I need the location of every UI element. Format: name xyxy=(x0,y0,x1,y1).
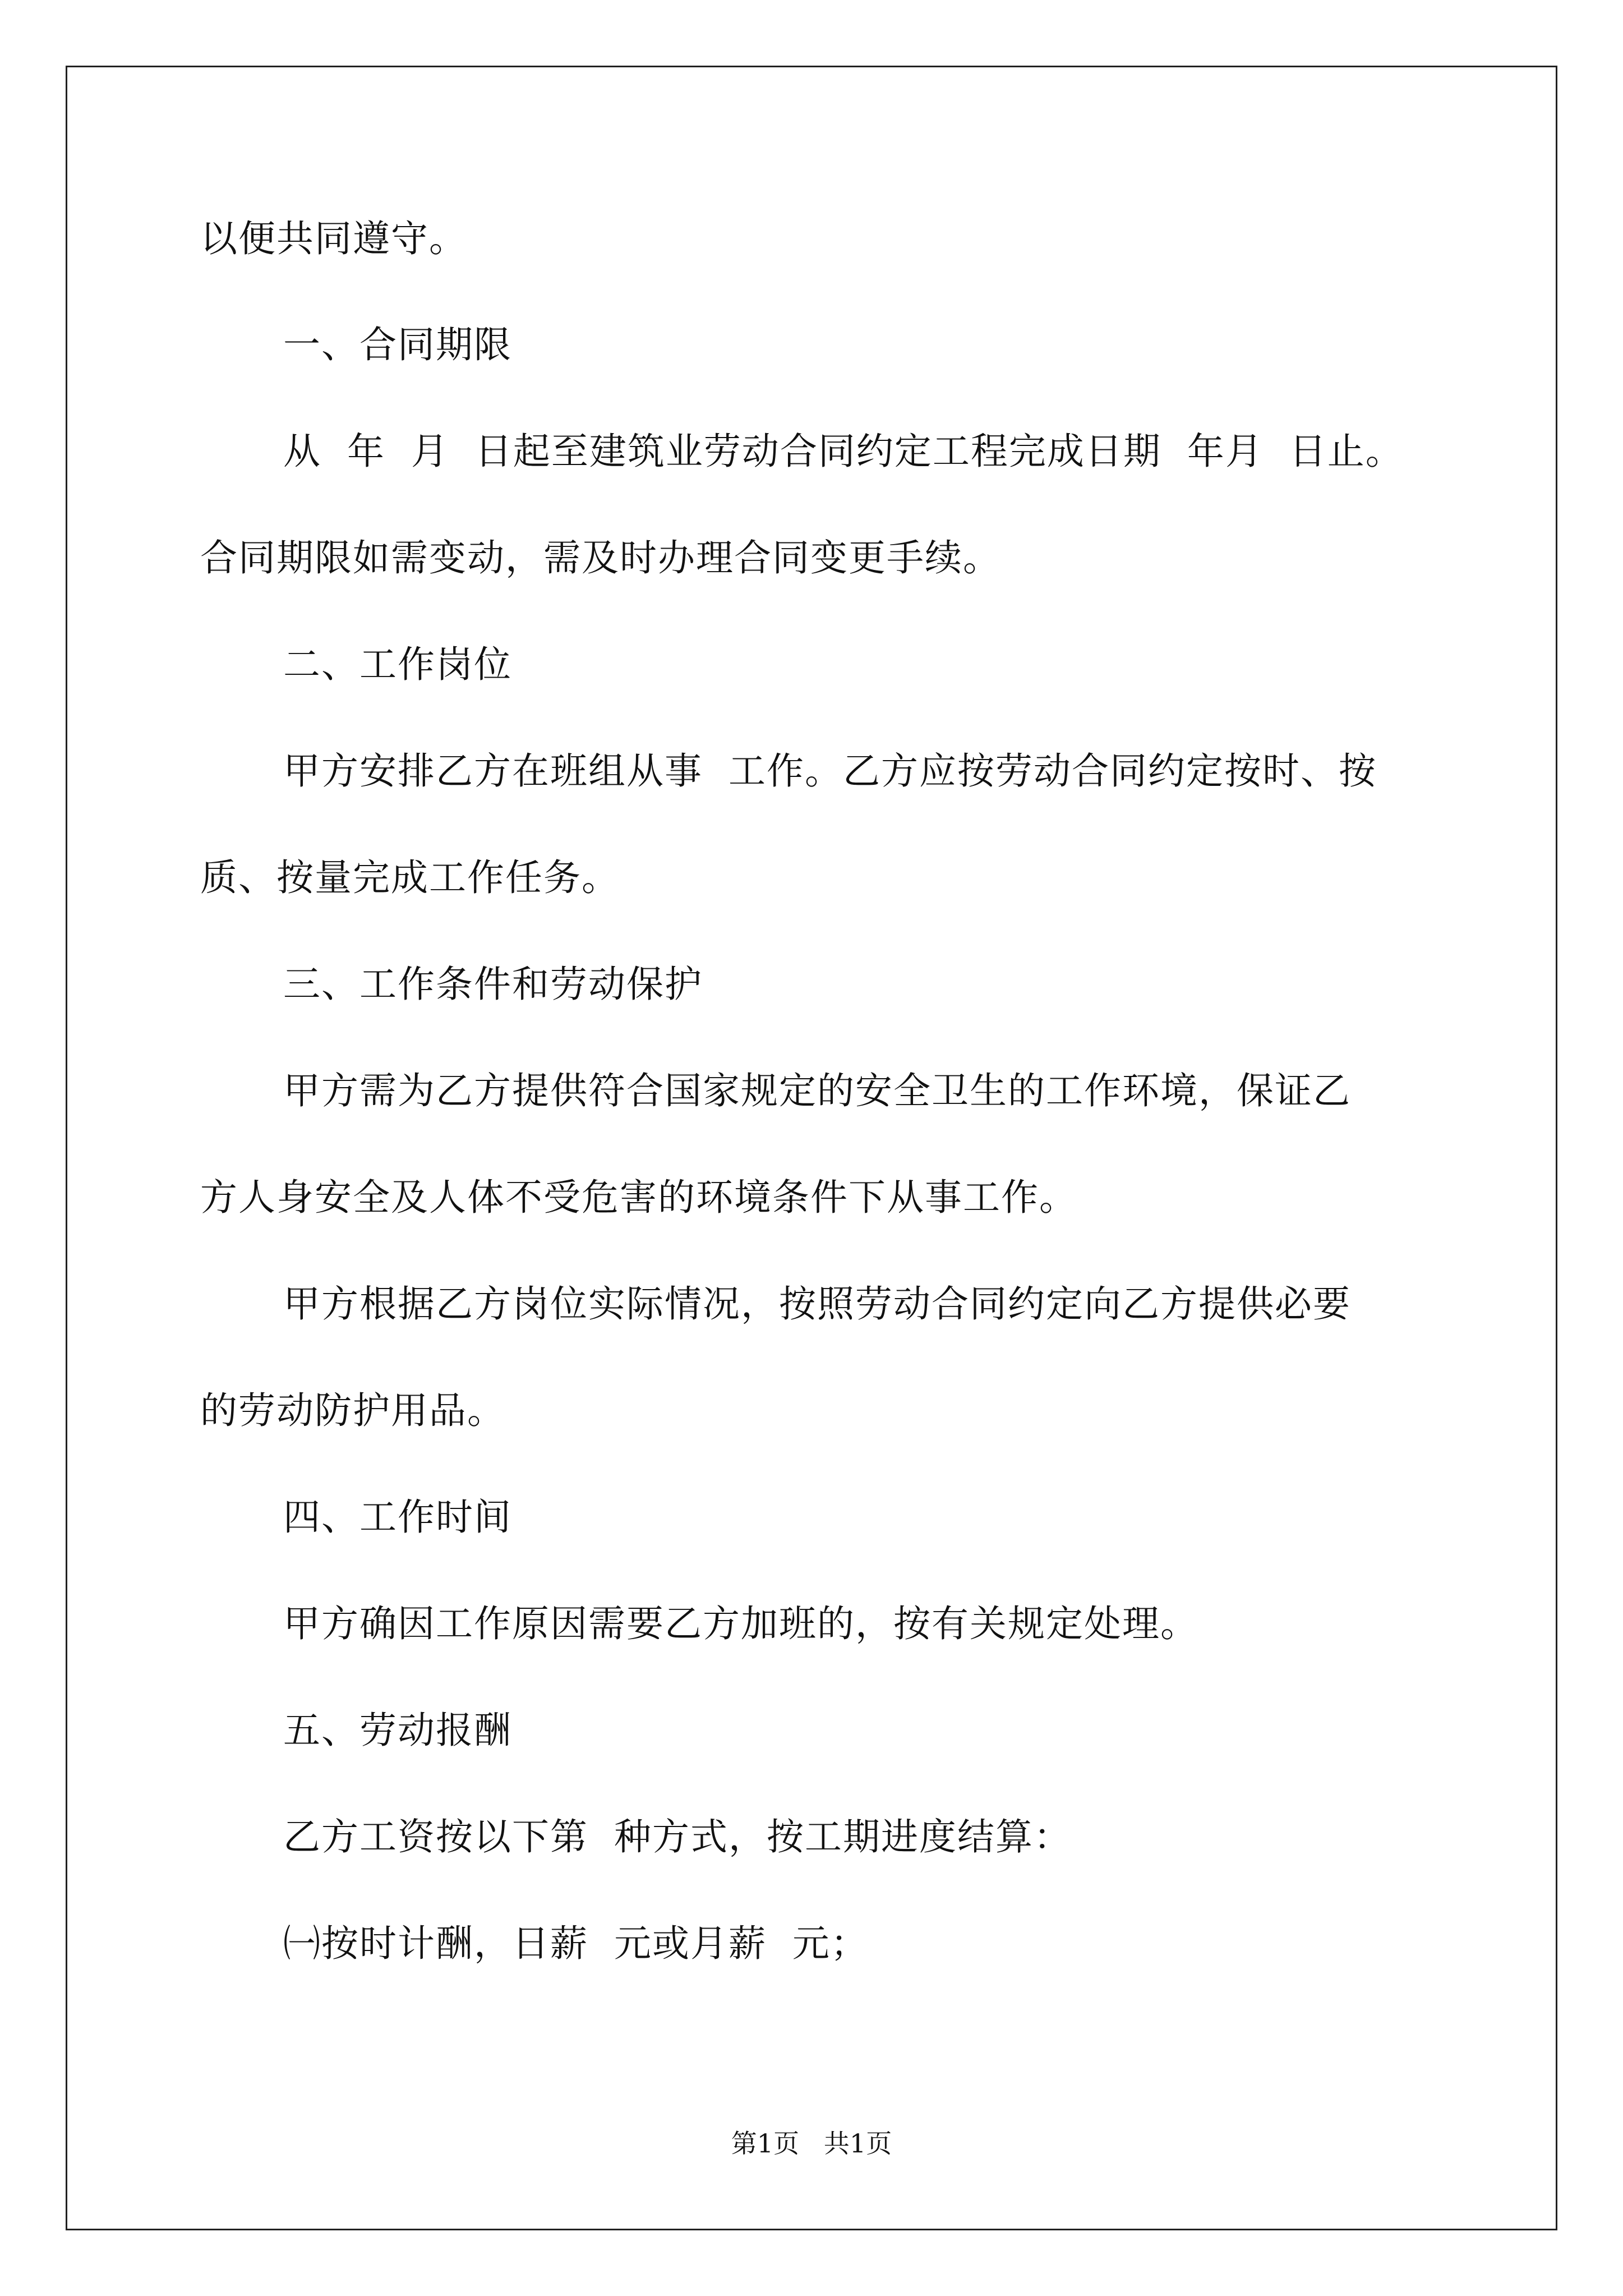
text-line-16: 乙方工资按以下第 种方式，按工期进度结算： xyxy=(283,1815,1072,1858)
text-line-17: ㈠按时计酬，日薪 元或月薪 元； xyxy=(283,1922,869,1965)
section-heading-3: 三、工作条件和劳动保护 xyxy=(283,963,703,1006)
section-heading-5: 五、劳动报酬 xyxy=(283,1709,512,1752)
text-line-4: 合同期限如需变动，需及时办理合同变更手续。 xyxy=(200,536,1001,579)
text-line-7: 质、按量完成工作任务。 xyxy=(200,856,620,899)
section-heading-2: 二、工作岗位 xyxy=(283,643,512,686)
text-line-1: 以便共同遵守。 xyxy=(200,217,467,260)
text-line-10: 方人身安全及人体不受危害的环境条件下从事工作。 xyxy=(200,1176,1077,1219)
section-heading-1: 一、合同期限 xyxy=(283,323,512,366)
text-line-6: 甲方安排乙方在班组从事 工作。乙方应按劳动合同约定按时、按 xyxy=(283,749,1377,793)
text-line-11: 甲方根据乙方岗位实际情况，按照劳动合同约定向乙方提供必要 xyxy=(283,1282,1351,1326)
text-line-12: 的劳动防护用品。 xyxy=(200,1389,505,1432)
text-line-9: 甲方需为乙方提供符合国家规定的安全卫生的工作环境，保证乙 xyxy=(283,1069,1351,1112)
page-border xyxy=(66,66,1557,2230)
text-line-14: 甲方确因工作原因需要乙方加班的，按有关规定处理。 xyxy=(283,1602,1198,1645)
page-footer: 第1页 共1页 xyxy=(731,2128,892,2159)
text-line-3: 从 年 月 日起至建筑业劳动合同约定工程完成日期 年月 日止。 xyxy=(283,430,1404,473)
section-heading-4: 四、工作时间 xyxy=(283,1496,512,1539)
